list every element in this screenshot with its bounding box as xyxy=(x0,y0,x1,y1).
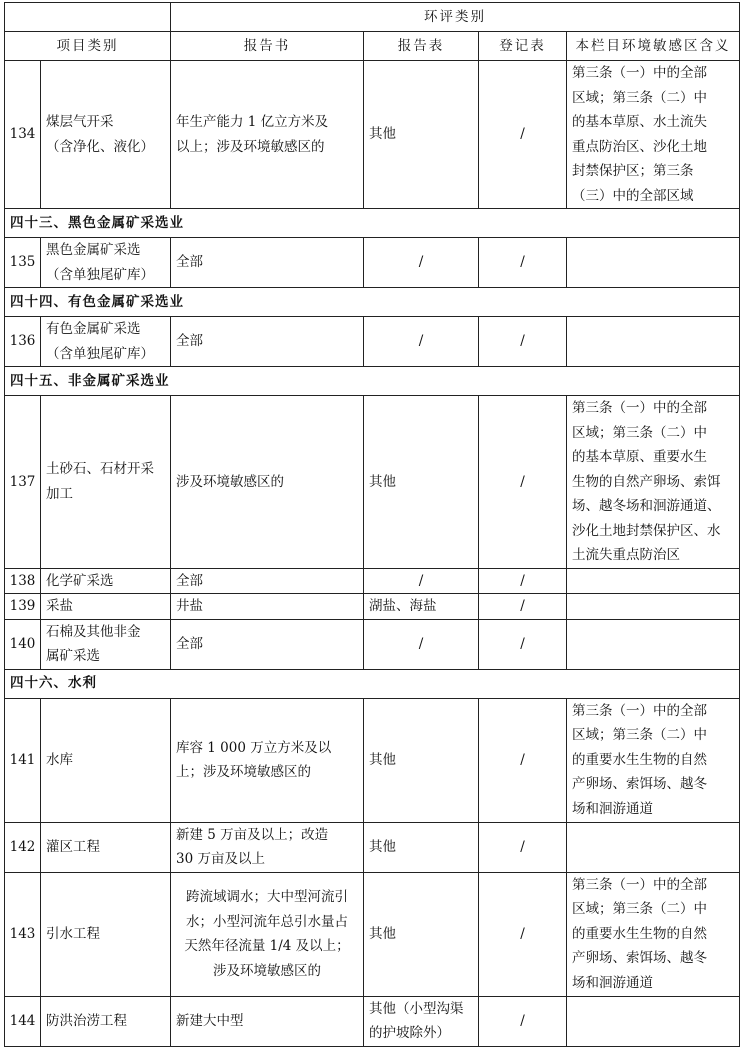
register-cell: / xyxy=(479,594,567,620)
sensitive-cell xyxy=(567,619,740,669)
table-cell: / xyxy=(364,619,479,669)
row-number: 140 xyxy=(5,619,41,669)
header-register: 登记表 xyxy=(479,32,567,61)
register-cell: / xyxy=(479,698,567,822)
row-number: 139 xyxy=(5,594,41,620)
sensitive-cell xyxy=(567,317,740,367)
project-name: 石棉及其他非金 属矿采选 xyxy=(41,619,171,669)
header-row xyxy=(5,32,740,61)
register-cell: / xyxy=(479,317,567,367)
header-report: 报告书 xyxy=(171,32,364,61)
register-cell: / xyxy=(479,872,567,996)
table-row xyxy=(5,568,740,594)
table-row xyxy=(5,317,740,367)
row-number: 138 xyxy=(5,568,41,594)
header-blank-cell xyxy=(5,3,171,32)
table-cell: 其他 xyxy=(364,61,479,209)
project-name: 水库 xyxy=(41,698,171,822)
report-cell: 全部 xyxy=(171,317,364,367)
table-row xyxy=(5,594,740,620)
table-row xyxy=(5,698,740,822)
table-row xyxy=(5,238,740,288)
register-cell: / xyxy=(479,396,567,569)
report-cell: 新建大中型 xyxy=(171,996,364,1046)
table-cell: / xyxy=(364,238,479,288)
report-cell: 年生产能力 1 亿立方米及 以上；涉及环境敏感区的 xyxy=(171,61,364,209)
header-table: 报告表 xyxy=(364,32,479,61)
project-name: 有色金属矿采选 （含单独尾矿库） xyxy=(41,317,171,367)
row-number: 143 xyxy=(5,872,41,996)
row-number: 137 xyxy=(5,396,41,569)
section-title: 四十三、黑色金属矿采选业 xyxy=(5,209,740,238)
section-row xyxy=(5,669,740,698)
row-number: 136 xyxy=(5,317,41,367)
project-name: 采盐 xyxy=(41,594,171,620)
table-cell: 其他 xyxy=(364,822,479,872)
sensitive-cell: 第三条（一）中的全部 区域；第三条（二）中 的重要水生生物的自然 产卵场、索饵场、越冬 场和洄游通道 xyxy=(567,872,740,996)
register-cell: / xyxy=(479,619,567,669)
row-number: 142 xyxy=(5,822,41,872)
header-category: 项目类别 xyxy=(5,32,171,61)
project-name: 灌区工程 xyxy=(41,822,171,872)
row-number: 135 xyxy=(5,238,41,288)
section-row xyxy=(5,288,740,317)
table-row xyxy=(5,619,740,669)
table-row xyxy=(5,822,740,872)
table-cell: 其他 xyxy=(364,872,479,996)
register-cell: / xyxy=(479,568,567,594)
header-sensitive: 本栏目环境敏感区含义 xyxy=(567,32,740,61)
report-cell: 全部 xyxy=(171,568,364,594)
row-number: 134 xyxy=(5,61,41,209)
table-cell: 其他 xyxy=(364,698,479,822)
report-cell: 全部 xyxy=(171,238,364,288)
sensitive-cell xyxy=(567,568,740,594)
register-cell: / xyxy=(479,996,567,1046)
classification-table xyxy=(4,2,740,1047)
section-title: 四十四、有色金属矿采选业 xyxy=(5,288,740,317)
report-cell: 库容 1 000 万立方米及以 上；涉及环境敏感区的 xyxy=(171,698,364,822)
section-row xyxy=(5,367,740,396)
table-cell: / xyxy=(364,568,479,594)
sensitive-cell: 第三条（一）中的全部 区域；第三条（二）中 的基本草原、重要水生 生物的自然产卵场、索饵 场、越冬场和洄游通道、 沙化土地封禁保护区、水 土流失重点防治区 xyxy=(567,396,740,569)
sensitive-cell xyxy=(567,996,740,1046)
project-name: 土砂石、石材开采 加工 xyxy=(41,396,171,569)
table-row xyxy=(5,396,740,569)
sensitive-cell: 第三条（一）中的全部 区域；第三条（二）中 的重要水生生物的自然 产卵场、索饵场、越冬 场和洄游通道 xyxy=(567,698,740,822)
report-cell: 涉及环境敏感区的 xyxy=(171,396,364,569)
project-name: 化学矿采选 xyxy=(41,568,171,594)
sensitive-cell xyxy=(567,238,740,288)
section-title: 四十六、水利 xyxy=(5,669,740,698)
table-cell: 湖盐、海盐 xyxy=(364,594,479,620)
table-cell: 其他 xyxy=(364,396,479,569)
sensitive-cell xyxy=(567,594,740,620)
report-cell: 井盐 xyxy=(171,594,364,620)
project-name: 防洪治涝工程 xyxy=(41,996,171,1046)
project-name: 黑色金属矿采选 （含单独尾矿库） xyxy=(41,238,171,288)
row-number: 144 xyxy=(5,996,41,1046)
header-row-top xyxy=(5,3,740,32)
row-number: 141 xyxy=(5,698,41,822)
section-row xyxy=(5,209,740,238)
table-cell: / xyxy=(364,317,479,367)
report-cell: 新建 5 万亩及以上；改造 30 万亩及以上 xyxy=(171,822,364,872)
table-cell: 其他（小型沟渠 的护坡除外） xyxy=(364,996,479,1046)
register-cell: / xyxy=(479,61,567,209)
report-cell: 跨流域调水；大中型河流引 水；小型河流年总引水量占 天然年径流量 1/4 及以上； 涉及环境敏感区的 xyxy=(171,872,364,996)
project-name: 引水工程 xyxy=(41,872,171,996)
table-row xyxy=(5,872,740,996)
register-cell: / xyxy=(479,238,567,288)
report-cell: 全部 xyxy=(171,619,364,669)
register-cell: / xyxy=(479,822,567,872)
table-row xyxy=(5,996,740,1046)
project-name: 煤层气开采 （含净化、液化） xyxy=(41,61,171,209)
sensitive-cell: 第三条（一）中的全部 区域；第三条（二）中 的基本草原、水土流失 重点防治区、沙化土地 封禁保护区；第三条 （三）中的全部区域 xyxy=(567,61,740,209)
sensitive-cell xyxy=(567,822,740,872)
section-title: 四十五、非金属矿采选业 xyxy=(5,367,740,396)
header-group-label: 环评类别 xyxy=(171,3,740,32)
table-row xyxy=(5,61,740,209)
